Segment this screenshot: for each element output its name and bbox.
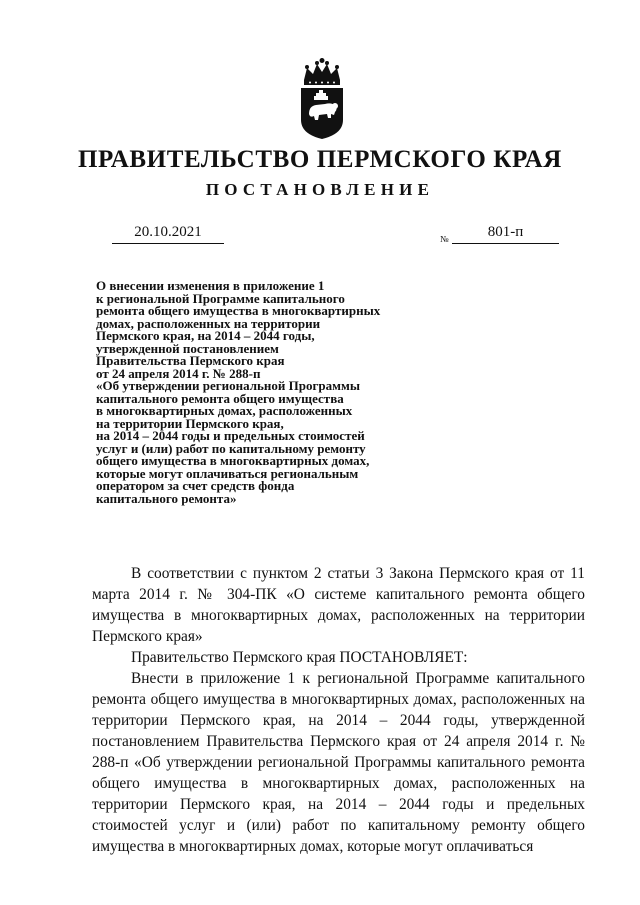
document-type: ПОСТАНОВЛЕНИЕ — [205, 180, 435, 199]
body-paragraph-resolves: Правительство Пермского края ПОСТАНОВЛЯЕТ: — [131, 649, 468, 666]
subject-line: О внесении изменения в приложение 1 — [96, 278, 325, 293]
document-number: 801-п — [452, 224, 559, 244]
subject-line: домах, расположенных на территории — [96, 315, 321, 331]
subject-line: Правительства Пермского края — [96, 353, 285, 368]
subject-line: от 24 апреля 2014 г. № 288-п — [96, 365, 261, 381]
subject-line: утвержденной постановлением — [96, 340, 279, 356]
body-paragraph-amendment: Внести в приложение 1 к региональной Программе капитального ремонта общего имущества в многоквартирных домах, расположенных на территории Пермского края, на 2014 – 2044 годы, утвержденной постановлением Правительства Пермского края от 24 апреля 2014 г. № 288-п «Об утверждении региональной Программы капитального ремонта общего имущества в многоквартирных домах, расположенных на территории Пермского края, на 2014 – 2044 годы и предельных стоимостей услуг и (или) работ по капитальному ремонту общего имущества в многоквартирных домах, которые могут оплачиваться — [92, 670, 585, 855]
perm-krai-coat-of-arms-icon — [295, 58, 349, 140]
subject-line: оператором за счет средств фонда — [96, 478, 295, 493]
subject-line: на 2014 – 2044 годы и предельных стоимостей — [96, 428, 365, 443]
subject-line: капитального ремонта общего имущества — [96, 390, 344, 406]
subject-line: Пермского края, на 2014 – 2044 годы, — [96, 328, 315, 343]
subject-line: на территории Пермского края, — [96, 415, 284, 431]
subject-line: к региональной Программе капитального — [96, 290, 345, 306]
body-paragraph-legal-basis: В соответствии с пунктом 2 статьи 3 Закона Пермского края от 11 марта 2014 г. № 304-ПК «О системе капитального ремонта общего имущества в многоквартирных домах, расположенных на территории Пермского края» — [92, 565, 585, 645]
document-body — [92, 563, 585, 857]
number-label: № — [440, 234, 449, 244]
subject-line: капитального ремонта» — [96, 490, 237, 506]
subject-line: «Об утверждении региональной Программы — [96, 378, 360, 393]
document-date: 20.10.2021 — [112, 224, 224, 244]
subject-line: общего имущества в многоквартирных домах, — [96, 453, 370, 468]
subject-line: которые могут оплачиваться региональным — [96, 465, 359, 481]
document-subject — [96, 280, 456, 505]
government-title: ПРАВИТЕЛЬСТВО ПЕРМСКОГО КРАЯ — [78, 146, 562, 173]
subject-line: ремонта общего имущества в многоквартирных — [96, 303, 381, 318]
subject-line: услуг и (или) работ по капитальному ремонту — [96, 440, 366, 456]
subject-line: в многоквартирных домах, расположенных — [96, 403, 353, 418]
